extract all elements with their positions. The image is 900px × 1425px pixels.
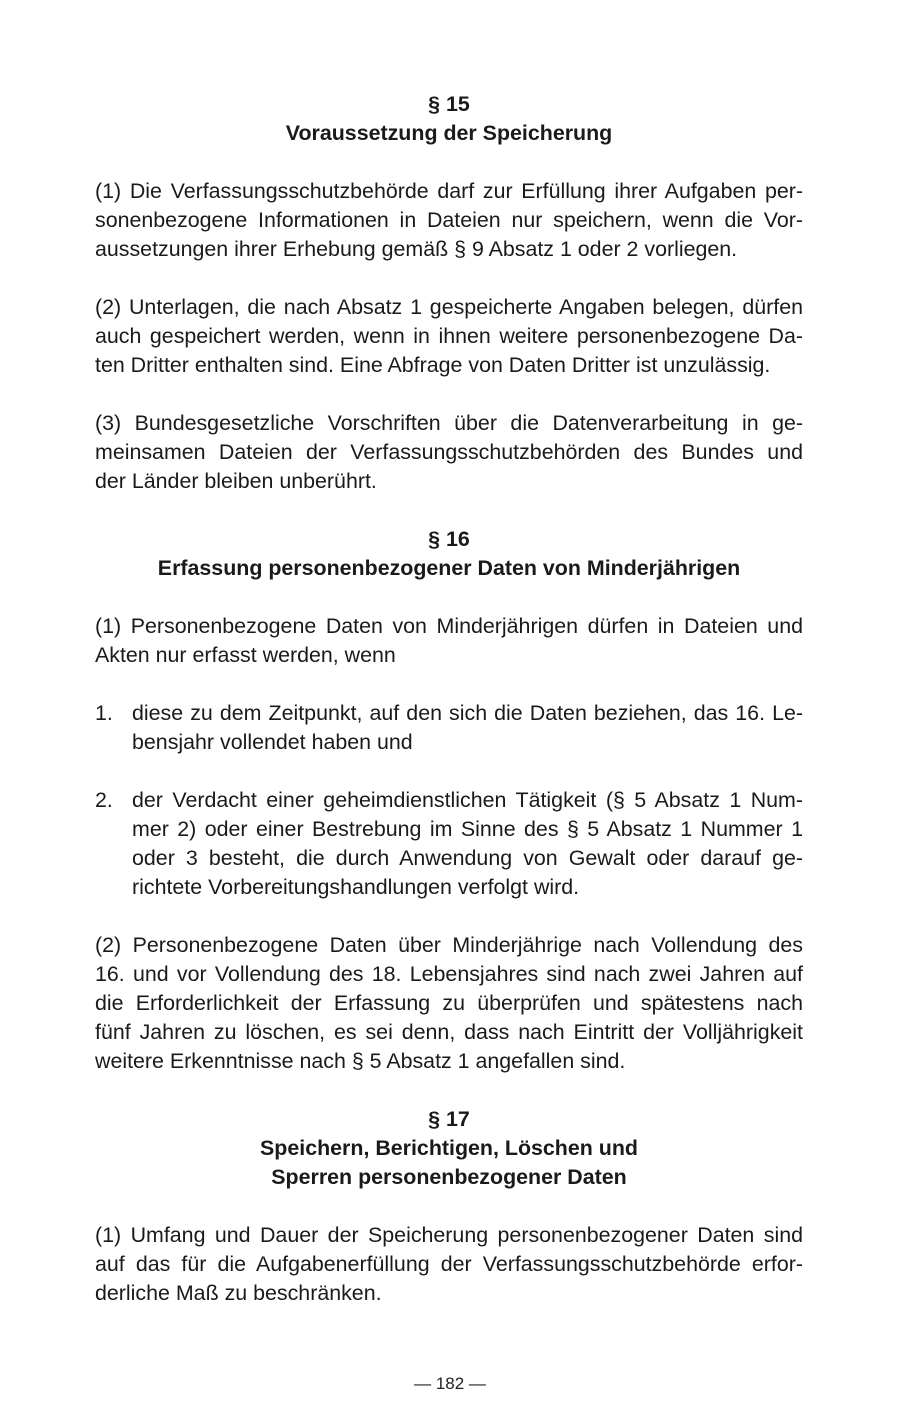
text-line: diese zu dem Zeitpunkt, auf den sich die Daten beziehen, das 16. Le- bbox=[132, 701, 803, 725]
list-number: 2. bbox=[95, 788, 113, 812]
text-line: (3) Bundesgesetzliche Vorschriften über die Datenverarbeitung in ge- bbox=[95, 411, 803, 435]
list-number: 1. bbox=[95, 701, 113, 725]
text-line: Akten nur erfasst werden, wenn bbox=[95, 643, 396, 667]
section-17-heading bbox=[95, 1105, 803, 1192]
section-17-paragraph-1 bbox=[95, 1221, 803, 1308]
text-line: auch gespeichert werden, wenn in ihnen weitere personenbezogene Da- bbox=[95, 324, 803, 348]
text-line: (2) Unterlagen, die nach Absatz 1 gespeicherte Angaben belegen, dürfen bbox=[95, 295, 803, 319]
text-line: mer 2) oder einer Bestrebung im Sinne des § 5 Absatz 1 Nummer 1 bbox=[132, 817, 803, 841]
section-title: Voraussetzung der Speicherung bbox=[285, 121, 613, 145]
section-number: § 15 bbox=[428, 92, 470, 116]
text-line: der Verdacht einer geheimdienstlichen Tätigkeit (§ 5 Absatz 1 Num- bbox=[132, 788, 803, 812]
section-number: § 17 bbox=[428, 1107, 470, 1131]
text-line: weitere Erkenntnisse nach § 5 Absatz 1 angefallen sind. bbox=[95, 1049, 626, 1073]
text-line: die Erforderlichkeit der Erfassung zu überprüfen und spätestens nach bbox=[95, 991, 803, 1015]
section-15-paragraph-1 bbox=[95, 177, 803, 264]
text-line: sonenbezogene Informationen in Dateien nur speichern, wenn die Vor- bbox=[95, 208, 803, 232]
text-line: derliche Maß zu beschränken. bbox=[95, 1281, 382, 1305]
text-line: aussetzungen ihrer Erhebung gemäß § 9 Absatz 1 oder 2 vorliegen. bbox=[95, 237, 738, 261]
section-title: Speichern, Berichtigen, Löschen und bbox=[260, 1136, 638, 1160]
text-line: meinsamen Dateien der Verfassungsschutzbehörden des Bundes und bbox=[95, 440, 803, 464]
text-line: (1) Personenbezogene Daten von Minderjährigen dürfen in Dateien und bbox=[95, 614, 803, 638]
document-page bbox=[95, 90, 803, 1337]
list-item bbox=[95, 786, 803, 902]
section-title: Erfassung personenbezogener Daten von Minderjährigen bbox=[157, 556, 741, 580]
text-line: bensjahr vollendet haben und bbox=[132, 730, 413, 754]
text-line: richtete Vorbereitungshandlungen verfolgt wird. bbox=[132, 875, 580, 899]
text-line: (1) Die Verfassungsschutzbehörde darf zur Erfüllung ihrer Aufgaben per- bbox=[95, 179, 803, 203]
section-16-paragraph-2 bbox=[95, 931, 803, 1076]
list-item bbox=[95, 699, 803, 757]
section-15-paragraph-3 bbox=[95, 409, 803, 496]
section-title: Sperren personenbezogener Daten bbox=[271, 1165, 627, 1189]
page-number: — 182 — bbox=[414, 1374, 486, 1393]
text-line: (1) Umfang und Dauer der Speicherung personenbezogener Daten sind bbox=[95, 1223, 803, 1247]
text-line: fünf Jahren zu löschen, es sei denn, dass nach Eintritt der Volljährigkeit bbox=[95, 1020, 803, 1044]
section-15-paragraph-2 bbox=[95, 293, 803, 380]
section-16-heading bbox=[95, 525, 803, 583]
text-line: ten Dritter enthalten sind. Eine Abfrage von Daten Dritter ist unzulässig. bbox=[95, 353, 771, 377]
text-line: der Länder bleiben unberührt. bbox=[95, 469, 377, 493]
section-15-heading bbox=[95, 90, 803, 148]
section-number: § 16 bbox=[428, 527, 470, 551]
text-line: oder 3 besteht, die durch Anwendung von Gewalt oder darauf ge- bbox=[132, 846, 803, 870]
text-line: (2) Personenbezogene Daten über Minderjährige nach Vollendung des bbox=[95, 933, 803, 957]
section-16-paragraph-1 bbox=[95, 612, 803, 670]
text-line: auf das für die Aufgabenerfüllung der Verfassungsschutzbehörde erfor- bbox=[95, 1252, 803, 1276]
text-line: 16. und vor Vollendung des 18. Lebensjahres sind nach zwei Jahren auf bbox=[95, 962, 803, 986]
